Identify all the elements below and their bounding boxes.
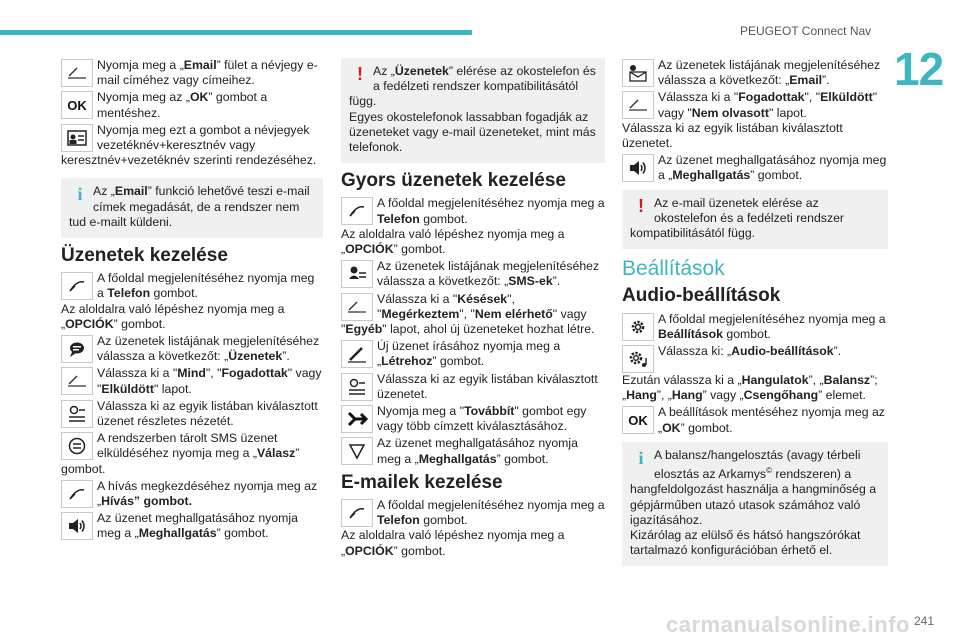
contact-card-icon xyxy=(61,124,93,152)
step-audio-settings: Válassza ki: „Audio-beállítások”. Ezután válassza ki a „Hangulatok”, „Balansz”; „Hang”, „Hang” vagy „Csengőhang” elemet. xyxy=(622,344,888,403)
info-note-email: i Az „Email” funkció lehetővé teszi e-mail címek megadását, de a rendszer nem tud e-mailt küldeni. xyxy=(61,178,323,238)
step-reply: A rendszerben tárolt SMS üzenet elküldéséhez nyomja meg a „Válasz” gombot. xyxy=(61,431,300,476)
pen-line-icon xyxy=(61,59,93,87)
info-note-balance: i A balansz/hangelosztás (avagy térbeli elosztás az Arkamys© rendszeren) a hangfeldolgozást használja a hangminőség a gépjárműben utazó utasok számához való igazításához. Kizárólag az elülső és hátsó hangszórókat tartalmazó konfigurációban érhető el. xyxy=(622,442,888,567)
gear-music-icon xyxy=(622,345,654,373)
step-settings-home: A főoldal megjelenítéséhez nyomja meg a Beállítások gombot. xyxy=(622,312,888,342)
step-select-tab: Válassza ki a "Mind", "Fogadottak" vagy "Elküldött" lapot. xyxy=(61,366,323,396)
step-save-settings: OK A beállítások mentéséhez nyomja meg az „OK” gombot. xyxy=(622,405,888,435)
warning-note-messages: ! Az „Üzenetek” elérése az okostelefon és a fedélzeti rendszer kompatibilitásától függ. Egyes okostelefonok lassabban fogadják az üzeneteket vagy e-mail üzeneteket, mint más telefonok. xyxy=(341,58,605,163)
play-triangle-icon xyxy=(341,437,373,465)
step-sms-list: Az üzenetek listájának megjelenítéséhez válassza a következőt: „SMS-ek”. xyxy=(341,259,605,289)
step-listen-2: Az üzenet meghallgatásához nyomja meg a „Meghallgatás” gombot. xyxy=(341,436,605,466)
pen-line-icon xyxy=(61,367,93,395)
message-details-icon xyxy=(61,400,93,428)
step-call: A hívás megkezdéséhez nyomja meg az „Hívás” gombot. xyxy=(61,479,323,509)
info-icon: i xyxy=(638,447,644,468)
step-select-text: Válassza ki az egyik listában kiválasztott üzenetet. xyxy=(622,120,843,151)
chapter-number: 12 xyxy=(894,43,944,95)
message-bubbles-icon xyxy=(61,335,93,363)
pen-line-icon xyxy=(61,480,93,508)
section-heading-audio: Audio-beállítások xyxy=(622,285,781,307)
warning-note-extra: Egyes okostelefonok lassabban fogadják az üzeneteket vagy e-mail üzeneteket, mint más telefonok. xyxy=(349,109,596,155)
pencil-icon xyxy=(341,340,373,368)
step-create: Új üzenet írásához nyomja meg a „Létrehoz” gombot. xyxy=(341,339,605,369)
sms-list-icon xyxy=(341,260,373,288)
email-list-icon xyxy=(622,59,654,87)
speaker-icon xyxy=(61,512,93,540)
step-options-text: Az aloldalra való lépéshez nyomja meg a „OPCIÓK” gombot. xyxy=(341,528,565,558)
step-listen: Az üzenet meghallgatásához nyomja meg a „Meghallgatás” gombot. xyxy=(61,511,323,541)
step-audio-options-text: Ezután válassza ki a „Hangulatok”, „Balansz”; „Hang”, „Hang” vagy „Csengőhang” elemet. xyxy=(622,373,878,403)
warning-note-email: ! Az e-mail üzenetek elérése az okostelefon és a fedélzeti rendszer kompatibilitásától függ. xyxy=(622,190,888,250)
header-title: PEUGEOT Connect Nav xyxy=(740,24,872,38)
forward-arrow-icon xyxy=(341,405,373,433)
info-icon: i xyxy=(77,184,83,205)
gear-icon xyxy=(622,313,654,341)
step-quick-tabs: Válassza ki a "Késések", "Megérkeztem", "Nem elérhető" vagy "Egyéb" lapot, ahol új üzeneteket hozhat létre. xyxy=(341,291,595,337)
antenna-icon xyxy=(341,499,373,527)
warning-icon: ! xyxy=(638,195,644,216)
step-email-tabs: Válassza ki a "Fogadottak", "Elküldött" vagy "Nem olvasott" lapot. Válassza ki az egyik listában kiválasztott üzenetet. xyxy=(622,90,888,151)
step-forward: Nyomja meg a "Továbbít" gombot egy vagy több címzett kiválasztásához. xyxy=(341,404,605,434)
info-note-extra: Kizárólag az elülső és hátsó hangszórókat tartalmazó konfigurációban érhető el. xyxy=(630,527,861,558)
pen-line-icon xyxy=(341,293,373,321)
pen-line-icon xyxy=(622,91,654,119)
section-heading-emails: E-mailek kezelése xyxy=(341,471,503,493)
section-heading-quick-messages: Gyors üzenetek kezelése xyxy=(341,170,566,192)
watermark: carmanualsonline.info xyxy=(666,612,910,637)
step-select-message: Válassza ki az egyik listában kiválasztott üzenetet. xyxy=(341,372,605,402)
speaker-icon xyxy=(622,154,654,182)
step-options-text: Az aloldalra való lépéshez nyomja meg a „OPCIÓK” gombot. xyxy=(341,226,565,257)
step-phone-home-3: A főoldal megjelenítéséhez nyomja meg a Telefon gombot. Az aloldalra való lépéshez nyomja meg a „OPCIÓK” gombot. xyxy=(341,498,605,558)
step-phone-home: A főoldal megjelenítéséhez nyomja meg a Telefon gombot. Az aloldalra való lépéshez nyomja meg a „OPCIÓK” gombot. xyxy=(61,271,323,332)
message-details-icon xyxy=(341,373,373,401)
antenna-icon xyxy=(61,272,93,300)
reply-message-icon xyxy=(61,432,93,460)
section-heading-messages: Üzenetek kezelése xyxy=(61,245,228,267)
column-2 xyxy=(341,58,605,561)
warning-icon: ! xyxy=(357,64,363,84)
ok-icon: OK xyxy=(622,406,654,434)
column-3 xyxy=(622,58,888,576)
step-message-list: Az üzenetek listájának megjelenítéséhez válassza a következőt: „Üzenetek”. xyxy=(61,334,323,364)
chapter-title-settings: Beállítások xyxy=(622,257,725,281)
column-1 xyxy=(61,58,323,544)
step-listen-3: Az üzenet meghallgatásához nyomja meg a „Meghallgatás” gombot. xyxy=(622,153,888,183)
step-sort-contacts: Nyomja meg ezt a gombot a névjegyek vezetéknév+keresztnév vagy keresztnév+vezetéknév szerinti rendezéséhez. xyxy=(61,122,317,168)
step-options-text: Az aloldalra való lépéshez nyomja meg a „OPCIÓK” gombot. xyxy=(61,301,285,331)
step-email-tab: Nyomja meg a „Email” fület a névjegy e-mail címéhez vagy címeihez. xyxy=(61,58,323,88)
header-accent-bar xyxy=(0,30,472,35)
page-number: 241 xyxy=(914,614,935,628)
ok-icon: OK xyxy=(61,91,93,119)
step-ok: OK Nyomja meg az „OK” gombot a mentéshez. xyxy=(61,90,323,120)
step-email-list: Az üzenetek listájának megjelenítéséhez válassza a következőt: „Email”. xyxy=(622,58,888,88)
step-phone-home-2: A főoldal megjelenítéséhez nyomja meg a Telefon gombot. Az aloldalra való lépéshez nyomja meg a „OPCIÓK” gombot. xyxy=(341,196,605,257)
step-message-detail: Válassza ki az egyik listában kiválasztott üzenet részletes nézetét. xyxy=(61,399,323,429)
antenna-icon xyxy=(341,197,373,225)
